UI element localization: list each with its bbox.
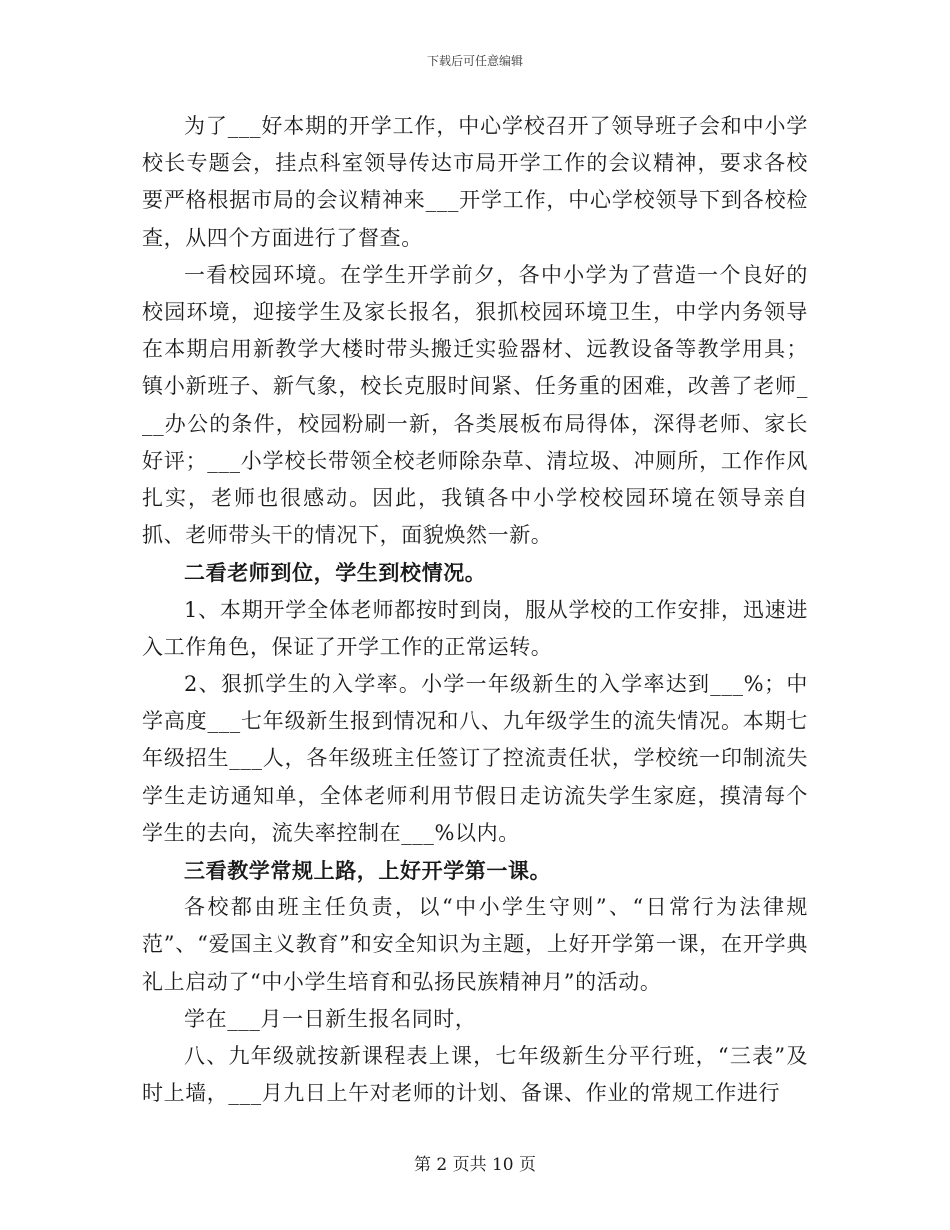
paragraph-campus-environment: 一看校园环境。在学生开学前夕，各中小学为了营造一个良好的校园环境，迎接学生及家长报名，狠抓校园环境卫生，中学内务领导在本期启用新教学大楼时带头搬迁实验器材、远教设备等教学用具；镇小新班子、新气象，校长克服时间紧、任务重的困难，改善了老师___办公的条件，校园粉刷一新，各类展板布局得体，深得老师、家长好评；___小学校长带领全校老师除杂草、清垃圾、冲厕所，工作作风扎实，老师也很感动。因此，我镇各中小学校校园环境在领导亲自抓、老师带头干的情况下，面貌焕然一新。 xyxy=(142,262,808,548)
paragraph-first-lesson: 各校都由班主任负责，以“中小学生守则”、“日常行为法律规范”、“爱国主义教育”和安全知识为主题，上好开学第一课，在开学典礼上启动了“中小学生培育和弘扬民族精神月”的活动。 xyxy=(142,895,808,994)
paragraph-enrollment-rate: 2、狠抓学生的入学率。小学一年级新生的入学率达到___%；中学高度___七年级新生报到情况和八、九年级学生的流失情况。本期七年级招生___人，各年级班主任签订了控流责任状，学校统一印制流失学生走访通知单，全体老师利用节假日走访流失学生家庭，摸清每个学生的去向，流失率控制在___%以内。 xyxy=(142,672,808,845)
document-body xyxy=(142,108,808,1112)
page-footer: 第 2 页共 10 页 xyxy=(413,1155,537,1175)
paragraph-teachers-on-duty: 1、本期开学全体老师都按时到岗，服从学校的工作安排，迅速进入工作角色，保证了开学工作的正常运转。 xyxy=(142,597,808,659)
page-header: 下载后可任意编辑 xyxy=(426,54,523,68)
paragraph-new-curriculum: 八、九年级就按新课程表上课，七年级新生分平行班，“三表”及时上墙，___月九日上午对老师的计划、备课、作业的常规工作进行 xyxy=(142,1044,808,1106)
section-heading-attendance: 二看老师到位，学生到校情况。 xyxy=(184,560,487,586)
paragraph-intro: 为了___好本期的开学工作，中心学校召开了领导班子会和中小学校长专题会，挂点科室领导传达市局开学工作的会议精神，要求各校要严格根据市局的会议精神来___开学工作，中心学校领导下到各校检查，从四个方面进行了督查。 xyxy=(142,114,808,250)
paragraph-registration-date: 学在___月一日新生报名同时， xyxy=(184,1006,477,1031)
section-heading-teaching-routine: 三看教学常规上路，上好开学第一课。 xyxy=(184,858,552,884)
